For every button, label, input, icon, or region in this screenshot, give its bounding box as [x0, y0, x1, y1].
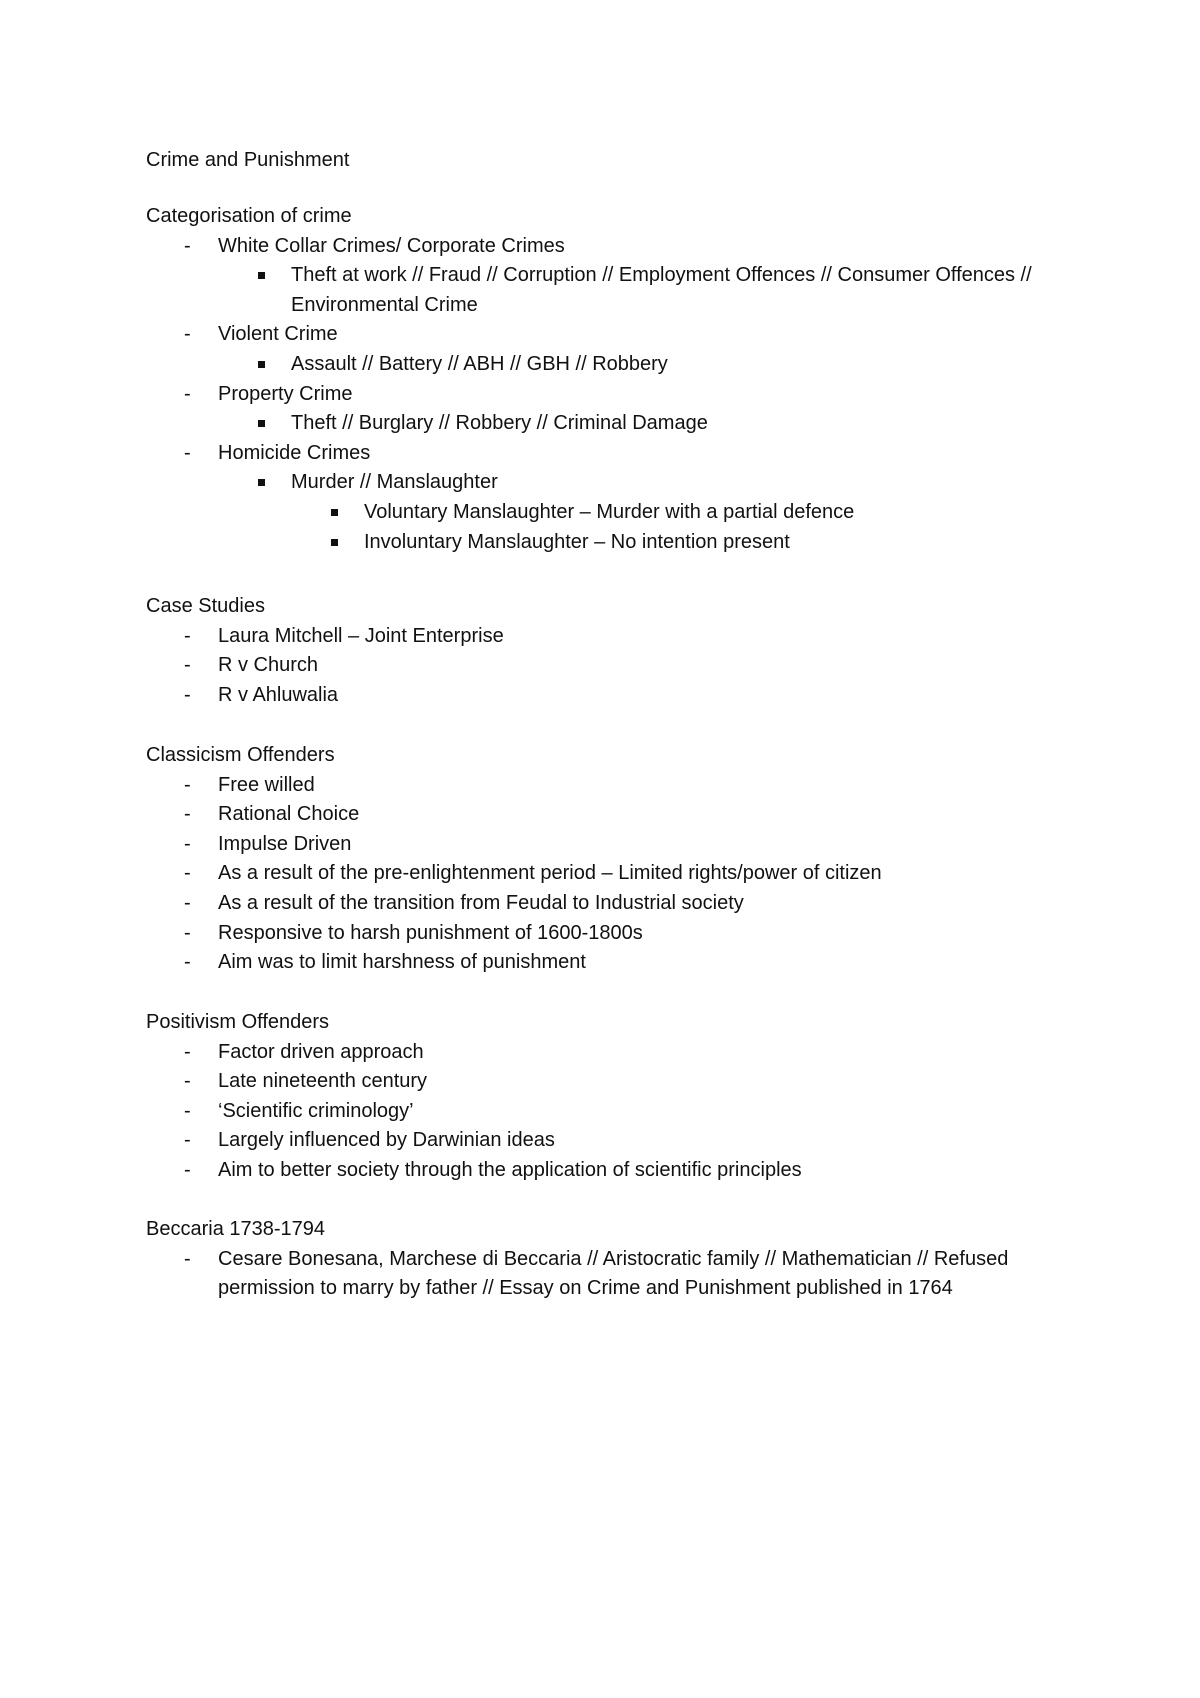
- dash-bullet-icon: -: [184, 773, 191, 796]
- dash-bullet-icon: -: [184, 1247, 191, 1270]
- bullet-list: [146, 1038, 1066, 1186]
- list-item: Murder // Manslaughter: [146, 468, 1066, 498]
- list-item: - Aim was to limit harshness of punishment: [146, 948, 1066, 978]
- dash-bullet-icon: -: [184, 654, 191, 677]
- dash-bullet-icon: -: [184, 1040, 191, 1063]
- page-title: Crime and Punishment: [146, 149, 350, 171]
- list-item: - Free willed: [146, 771, 1066, 801]
- bullet-list: [146, 1245, 1066, 1304]
- list-item: - As a result of the pre-enlightenment period – Limited rights/power of citizen: [146, 859, 1066, 889]
- dash-bullet-icon: -: [184, 1158, 191, 1181]
- dash-bullet-icon: -: [184, 683, 191, 706]
- list-item: - Violent Crime: [146, 320, 1066, 350]
- bullet-list: [146, 232, 1066, 558]
- list-item: - Property Crime: [146, 380, 1066, 410]
- square-bullet-icon: [331, 509, 338, 516]
- dash-bullet-icon: -: [184, 441, 191, 464]
- dash-bullet-icon: -: [184, 1070, 191, 1093]
- section-categorisation-of-crime: [146, 202, 1066, 557]
- list-item: - Cesare Bonesana, Marchese di Beccaria // Aristocratic family // Mathematician // Refused permission to marry by father // Essay on Crime and Punishment published in 1764: [146, 1245, 1066, 1304]
- section-positivism-offenders: [146, 1008, 1066, 1186]
- section-beccaria: [146, 1215, 1066, 1304]
- dash-bullet-icon: -: [184, 951, 191, 974]
- dash-bullet-icon: -: [184, 382, 191, 405]
- section-heading: Classicism Offenders: [146, 744, 335, 766]
- list-item: - Aim to better society through the application of scientific principles: [146, 1156, 1066, 1186]
- list-item: - Late nineteenth century: [146, 1067, 1066, 1097]
- dash-bullet-icon: -: [184, 624, 191, 647]
- list-item: Assault // Battery // ABH // GBH // Robbery: [146, 350, 1066, 380]
- dash-bullet-icon: -: [184, 921, 191, 944]
- bullet-list: [146, 622, 1066, 711]
- dash-bullet-icon: -: [184, 803, 191, 826]
- section-heading: Positivism Offenders: [146, 1011, 330, 1033]
- list-item: - Responsive to harsh punishment of 1600-1800s: [146, 919, 1066, 949]
- square-bullet-icon: [258, 361, 265, 368]
- list-item: - ‘Scientific criminology’: [146, 1097, 1066, 1127]
- list-item: - Homicide Crimes: [146, 439, 1066, 469]
- list-item: Involuntary Manslaughter – No intention present: [146, 528, 1066, 558]
- list-item: - Laura Mitchell – Joint Enterprise: [146, 622, 1066, 652]
- dash-bullet-icon: -: [184, 323, 191, 346]
- list-item: Theft at work // Fraud // Corruption // Employment Offences // Consumer Offences // Environmental Crime: [146, 261, 1066, 320]
- list-item: Theft // Burglary // Robbery // Criminal Damage: [146, 409, 1066, 439]
- list-item: - R v Church: [146, 651, 1066, 681]
- list-item: - White Collar Crimes/ Corporate Crimes: [146, 232, 1066, 262]
- section-heading: Categorisation of crime: [146, 205, 352, 227]
- section-heading: Beccaria 1738-1794: [146, 1218, 326, 1240]
- list-item: Voluntary Manslaughter – Murder with a partial defence: [146, 498, 1066, 528]
- list-item: - Rational Choice: [146, 800, 1066, 830]
- list-item: - Impulse Driven: [146, 830, 1066, 860]
- square-bullet-icon: [331, 539, 338, 546]
- section-case-studies: [146, 592, 1066, 710]
- dash-bullet-icon: -: [184, 234, 191, 257]
- list-item: - Largely influenced by Darwinian ideas: [146, 1126, 1066, 1156]
- dash-bullet-icon: -: [184, 1099, 191, 1122]
- square-bullet-icon: [258, 479, 265, 486]
- square-bullet-icon: [258, 420, 265, 427]
- list-item: - As a result of the transition from Feudal to Industrial society: [146, 889, 1066, 919]
- list-item: - R v Ahluwalia: [146, 681, 1066, 711]
- dash-bullet-icon: -: [184, 891, 191, 914]
- section-classicism-offenders: [146, 741, 1066, 978]
- section-heading: Case Studies: [146, 595, 265, 617]
- bullet-list: [146, 771, 1066, 978]
- list-item: - Factor driven approach: [146, 1038, 1066, 1068]
- dash-bullet-icon: -: [184, 832, 191, 855]
- dash-bullet-icon: -: [184, 1129, 191, 1152]
- dash-bullet-icon: -: [184, 862, 191, 885]
- square-bullet-icon: [258, 272, 265, 279]
